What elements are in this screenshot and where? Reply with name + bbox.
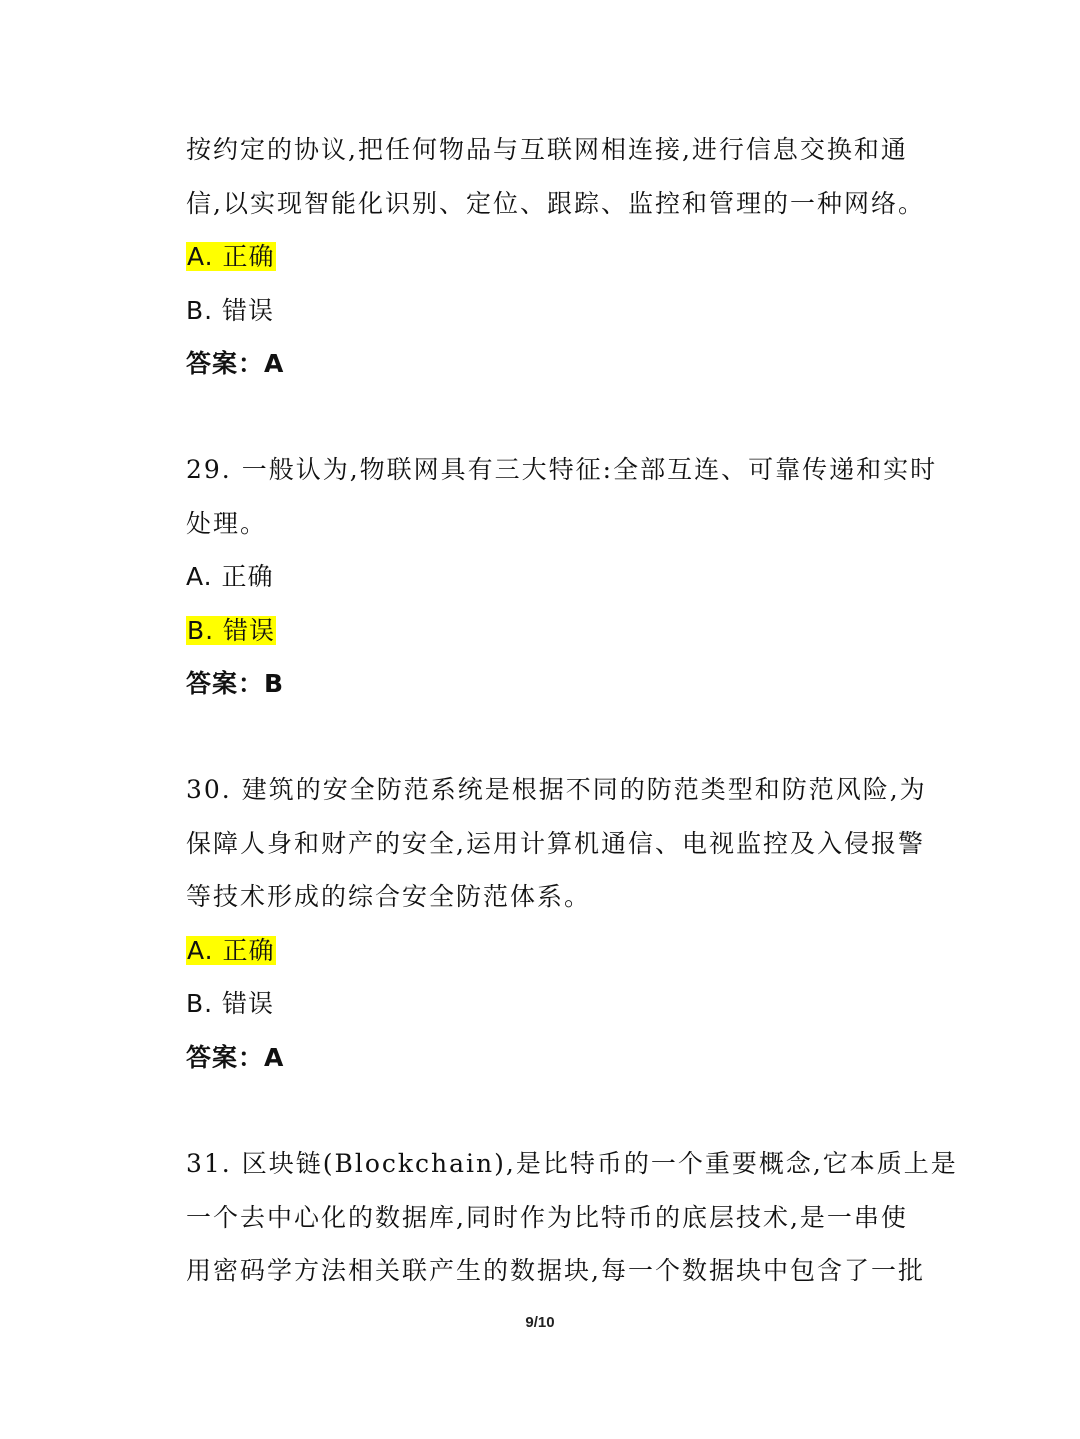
question-28-text-line-1: 按约定的协议,把任何物品与互联网相连接,进行信息交换和通 xyxy=(186,135,908,164)
question-30-text-line-3: 等技术形成的综合安全防范体系。 xyxy=(186,882,592,911)
correct-option-highlight: B. 错误 xyxy=(187,616,276,645)
question-29-answer: 答案：B xyxy=(186,669,285,698)
question-29-text-line-1: 29. 一般认为,物联网具有三大特征:全部互连、可靠传递和实时 xyxy=(186,455,938,484)
question-31-text-line-1: 31. 区块链(Blockchain),是比特币的一个重要概念,它本质上是 xyxy=(186,1149,958,1178)
question-29-option-a: A. 正确 xyxy=(186,562,274,591)
question-28-answer: 答案：A xyxy=(186,349,285,378)
page-number: 9/10 xyxy=(525,1314,555,1331)
question-28-text-line-2: 信,以实现智能化识别、定位、跟踪、监控和管理的一种网络。 xyxy=(186,189,925,218)
question-29-option-b xyxy=(186,614,276,648)
question-28-option-b: B. 错误 xyxy=(186,296,275,325)
question-30-option-b: B. 错误 xyxy=(186,989,275,1018)
question-29-text-line-2: 处理。 xyxy=(186,509,268,538)
question-31-text-line-3: 用密码学方法相关联产生的数据块,每一个数据块中包含了一批 xyxy=(186,1256,925,1285)
correct-option-highlight: A. 正确 xyxy=(187,936,275,965)
question-30-text-line-1: 30. 建筑的安全防范系统是根据不同的防范类型和防范风险,为 xyxy=(186,775,927,804)
question-31-text-line-2: 一个去中心化的数据库,同时作为比特币的底层技术,是一串使 xyxy=(186,1203,908,1232)
correct-option-highlight: A. 正确 xyxy=(187,242,275,271)
question-30-text-line-2: 保障人身和财产的安全,运用计算机通信、电视监控及入侵报警 xyxy=(186,829,925,858)
question-30-option-a xyxy=(186,934,276,968)
question-28-option-a xyxy=(186,240,276,274)
question-30-answer: 答案：A xyxy=(186,1043,285,1072)
